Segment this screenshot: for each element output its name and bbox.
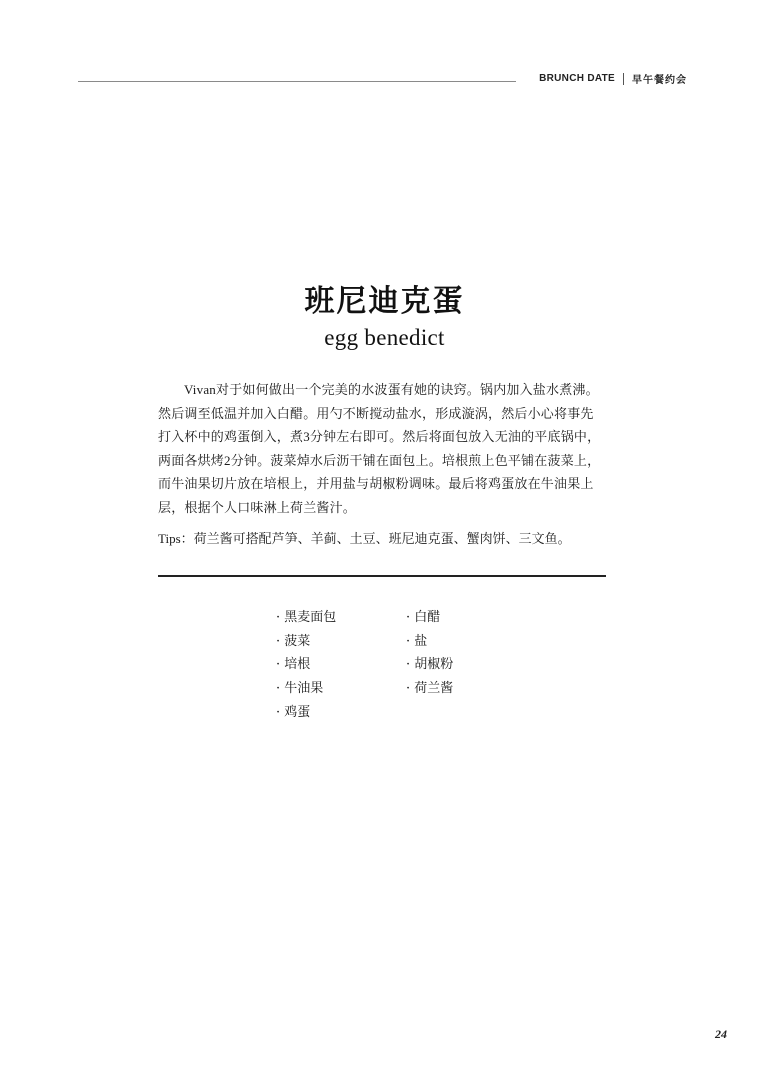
- recipe-title-en: egg benedict: [324, 325, 445, 350]
- ingredient-item: · 鸡蛋: [276, 701, 406, 725]
- ingredient-item: · 培根: [276, 653, 406, 677]
- ingredient-item: · 白醋: [406, 606, 536, 630]
- header-rule: [78, 81, 516, 82]
- ingredient-column-right: [406, 606, 536, 725]
- section-divider: [158, 575, 606, 577]
- recipe-instructions: Vivan对于如何做出一个完美的水波蛋有她的诀窍。锅内加入盐水煮沸。然后调至低温并加入白醋。用勺不断搅动盐水，形成漩涡，然后小心将事先打入杯中的鸡蛋倒入，煮3分钟左右即可。然后将面包放入无油的平底锅中，两面各烘烤2分钟。菠菜焯水后沥干铺在面包上。培根煎上色平铺在菠菜上，而牛油果切片放在培根上，并用盐与胡椒粉调味。最后将鸡蛋放在牛油果上层，根据个人口味淋上荷兰酱汁。: [158, 382, 601, 515]
- header-section-en: BRUNCH DATE: [539, 73, 615, 84]
- header-section-cn: 早午餐约会: [632, 75, 687, 86]
- page-number: 24: [715, 1027, 727, 1041]
- recipe-title-cn: 班尼迪克蛋: [304, 284, 465, 319]
- ingredient-item: · 胡椒粉: [406, 653, 536, 677]
- recipe-tips: Tips：荷兰酱可搭配芦笋、羊蓟、土豆、班尼迪克蛋、蟹肉饼、三文鱼。: [158, 531, 571, 546]
- ingredient-item: · 盐: [406, 630, 536, 654]
- header-section-label: [539, 71, 687, 86]
- ingredient-column-left: [276, 606, 406, 725]
- ingredient-item: · 菠菜: [276, 630, 406, 654]
- ingredient-item: · 黑麦面包: [276, 606, 406, 630]
- running-header: [78, 68, 687, 92]
- ingredient-list: [276, 606, 536, 725]
- ingredient-item: · 牛油果: [276, 677, 406, 701]
- header-separator: [623, 73, 624, 85]
- ingredient-item: · 荷兰酱: [406, 677, 536, 701]
